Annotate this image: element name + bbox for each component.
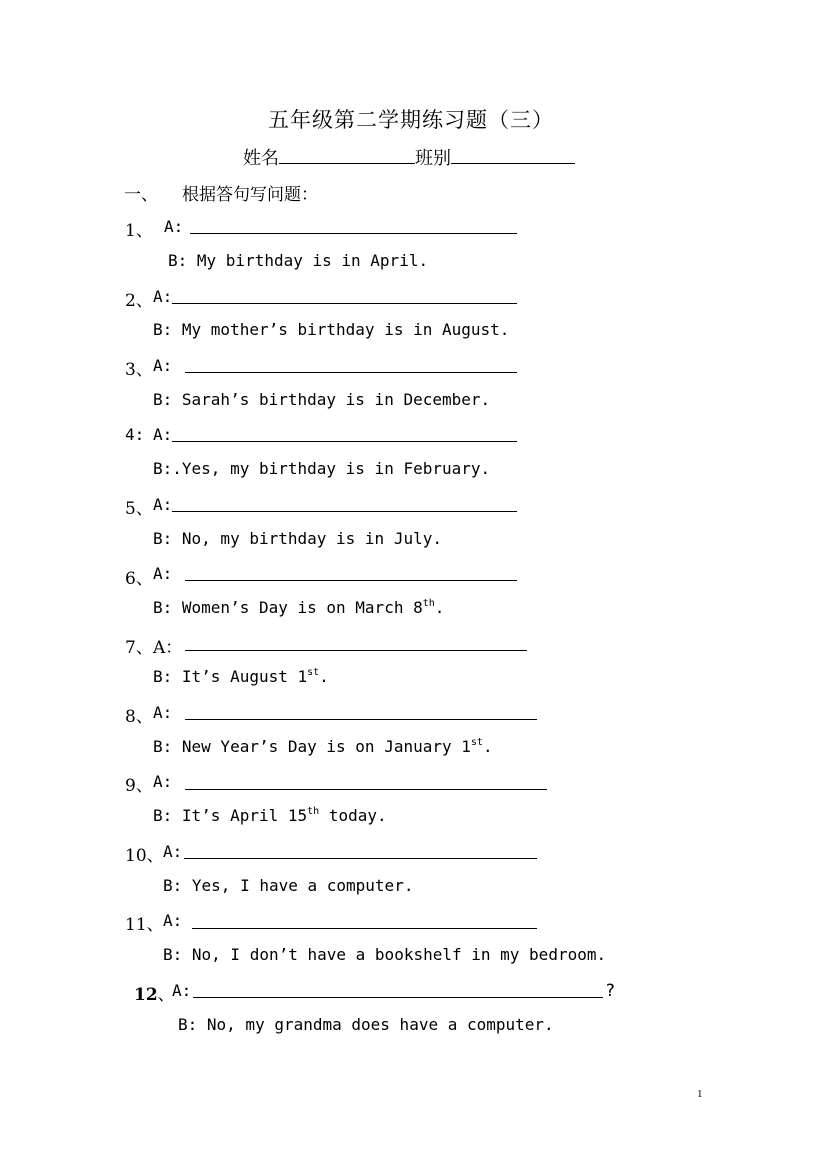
question-9-b-tail: today. <box>319 806 387 825</box>
name-blank[interactable] <box>279 147 415 164</box>
question-8-b-tail: . <box>482 737 493 756</box>
question-6-answer-line[interactable] <box>185 580 517 581</box>
question-1-b-text: B: My birthday is in April. <box>168 251 429 270</box>
question-9-a-label: A: <box>153 772 173 791</box>
page-title: 五年级第二学期练习题（三） <box>268 108 554 132</box>
question-9-b-sup: th <box>307 806 320 817</box>
page-number: 1 <box>697 1088 703 1100</box>
question-8-b-main: B: New Year’s Day is on January 1 <box>153 737 471 756</box>
question-9-b-main: B: It’s April 15 <box>153 806 308 825</box>
question-8-answer-line[interactable] <box>185 719 537 720</box>
section-heading <box>124 180 318 205</box>
question-8-a-label: A: <box>153 703 173 722</box>
question-7-a-label: A： <box>153 638 183 658</box>
question-12-number-suffix: 、 <box>157 985 175 1005</box>
question-6-b-tail: . <box>434 598 445 617</box>
question-2-number: 2、 <box>125 291 153 311</box>
question-7-b-main: B: It’s August 1 <box>153 667 308 686</box>
question-3-answer-line[interactable] <box>185 372 517 373</box>
question-11-number: 11、 <box>125 915 164 935</box>
section-title: 根据答句写问题： <box>182 185 318 205</box>
question-10-a-label: A: <box>163 842 183 861</box>
class-blank[interactable] <box>451 147 575 164</box>
question-5-number: 5、 <box>125 499 153 519</box>
question-2-a-label: A: <box>153 287 173 306</box>
question-3-number: 3、 <box>125 360 153 380</box>
question-10-b-text: B: Yes, I have a computer. <box>163 876 414 895</box>
question-6-number: 6、 <box>125 569 153 589</box>
question-12-a-label: A: <box>172 981 192 1000</box>
question-7-answer-line[interactable] <box>185 650 527 651</box>
question-4-answer-line[interactable] <box>172 441 517 442</box>
student-info <box>243 144 575 170</box>
question-8-b-sup: st <box>470 737 483 748</box>
question-4-a-label: A: <box>153 425 173 444</box>
question-11-answer-line[interactable] <box>192 928 537 929</box>
question-6-b-sup: th <box>422 598 435 609</box>
question-8-b-text <box>153 737 493 756</box>
question-9-answer-line[interactable] <box>185 789 547 790</box>
question-5-a-label: A: <box>153 495 173 514</box>
question-11-b-text: B: No, I don’t have a bookshelf in my bedroom. <box>163 945 607 964</box>
question-9-b-text <box>153 806 387 825</box>
question-6-a-label: A: <box>153 564 173 583</box>
question-10-number: 10、 <box>125 846 164 866</box>
question-8-number: 8、 <box>125 707 153 727</box>
question-2-answer-line[interactable] <box>172 303 517 304</box>
question-4-b-text: B:.Yes, my birthday is in February. <box>153 459 491 478</box>
question-6-b-text <box>153 598 444 617</box>
question-6-b-main: B: Women’s Day is on March 8 <box>153 598 423 617</box>
question-7-b-tail: . <box>319 667 329 686</box>
question-12-answer-line[interactable] <box>193 997 603 998</box>
question-12-number <box>134 980 175 1005</box>
question-10-answer-line[interactable] <box>184 858 537 859</box>
question-3-b-text: B: Sarah’s birthday is in December. <box>153 390 491 409</box>
question-5-answer-line[interactable] <box>172 511 517 512</box>
question-2-b-text: B: My mother’s birthday is in August. <box>153 320 510 339</box>
question-1-a-label: A: <box>164 217 184 236</box>
question-12-number-digits: 12 <box>134 985 158 1005</box>
question-4-number: 4: <box>125 425 145 444</box>
name-label: 姓名 <box>243 148 279 169</box>
question-3-a-label: A: <box>153 356 173 375</box>
question-12-question-mark: ? <box>605 981 616 1001</box>
question-7-b-text <box>153 667 329 686</box>
question-12-b-text: B: No, my grandma does have a computer. <box>178 1015 554 1034</box>
question-9-number: 9、 <box>125 776 153 796</box>
class-label: 班别 <box>415 148 451 169</box>
question-7-number: 7、 <box>125 638 153 658</box>
question-1-answer-line[interactable] <box>190 233 517 234</box>
question-5-b-text: B: No, my birthday is in July. <box>153 529 442 548</box>
section-number: 一、 <box>124 185 158 205</box>
question-11-a-label: A: <box>163 911 183 930</box>
question-7-b-sup: st <box>307 667 320 678</box>
question-1-number: 1、 <box>125 221 153 241</box>
